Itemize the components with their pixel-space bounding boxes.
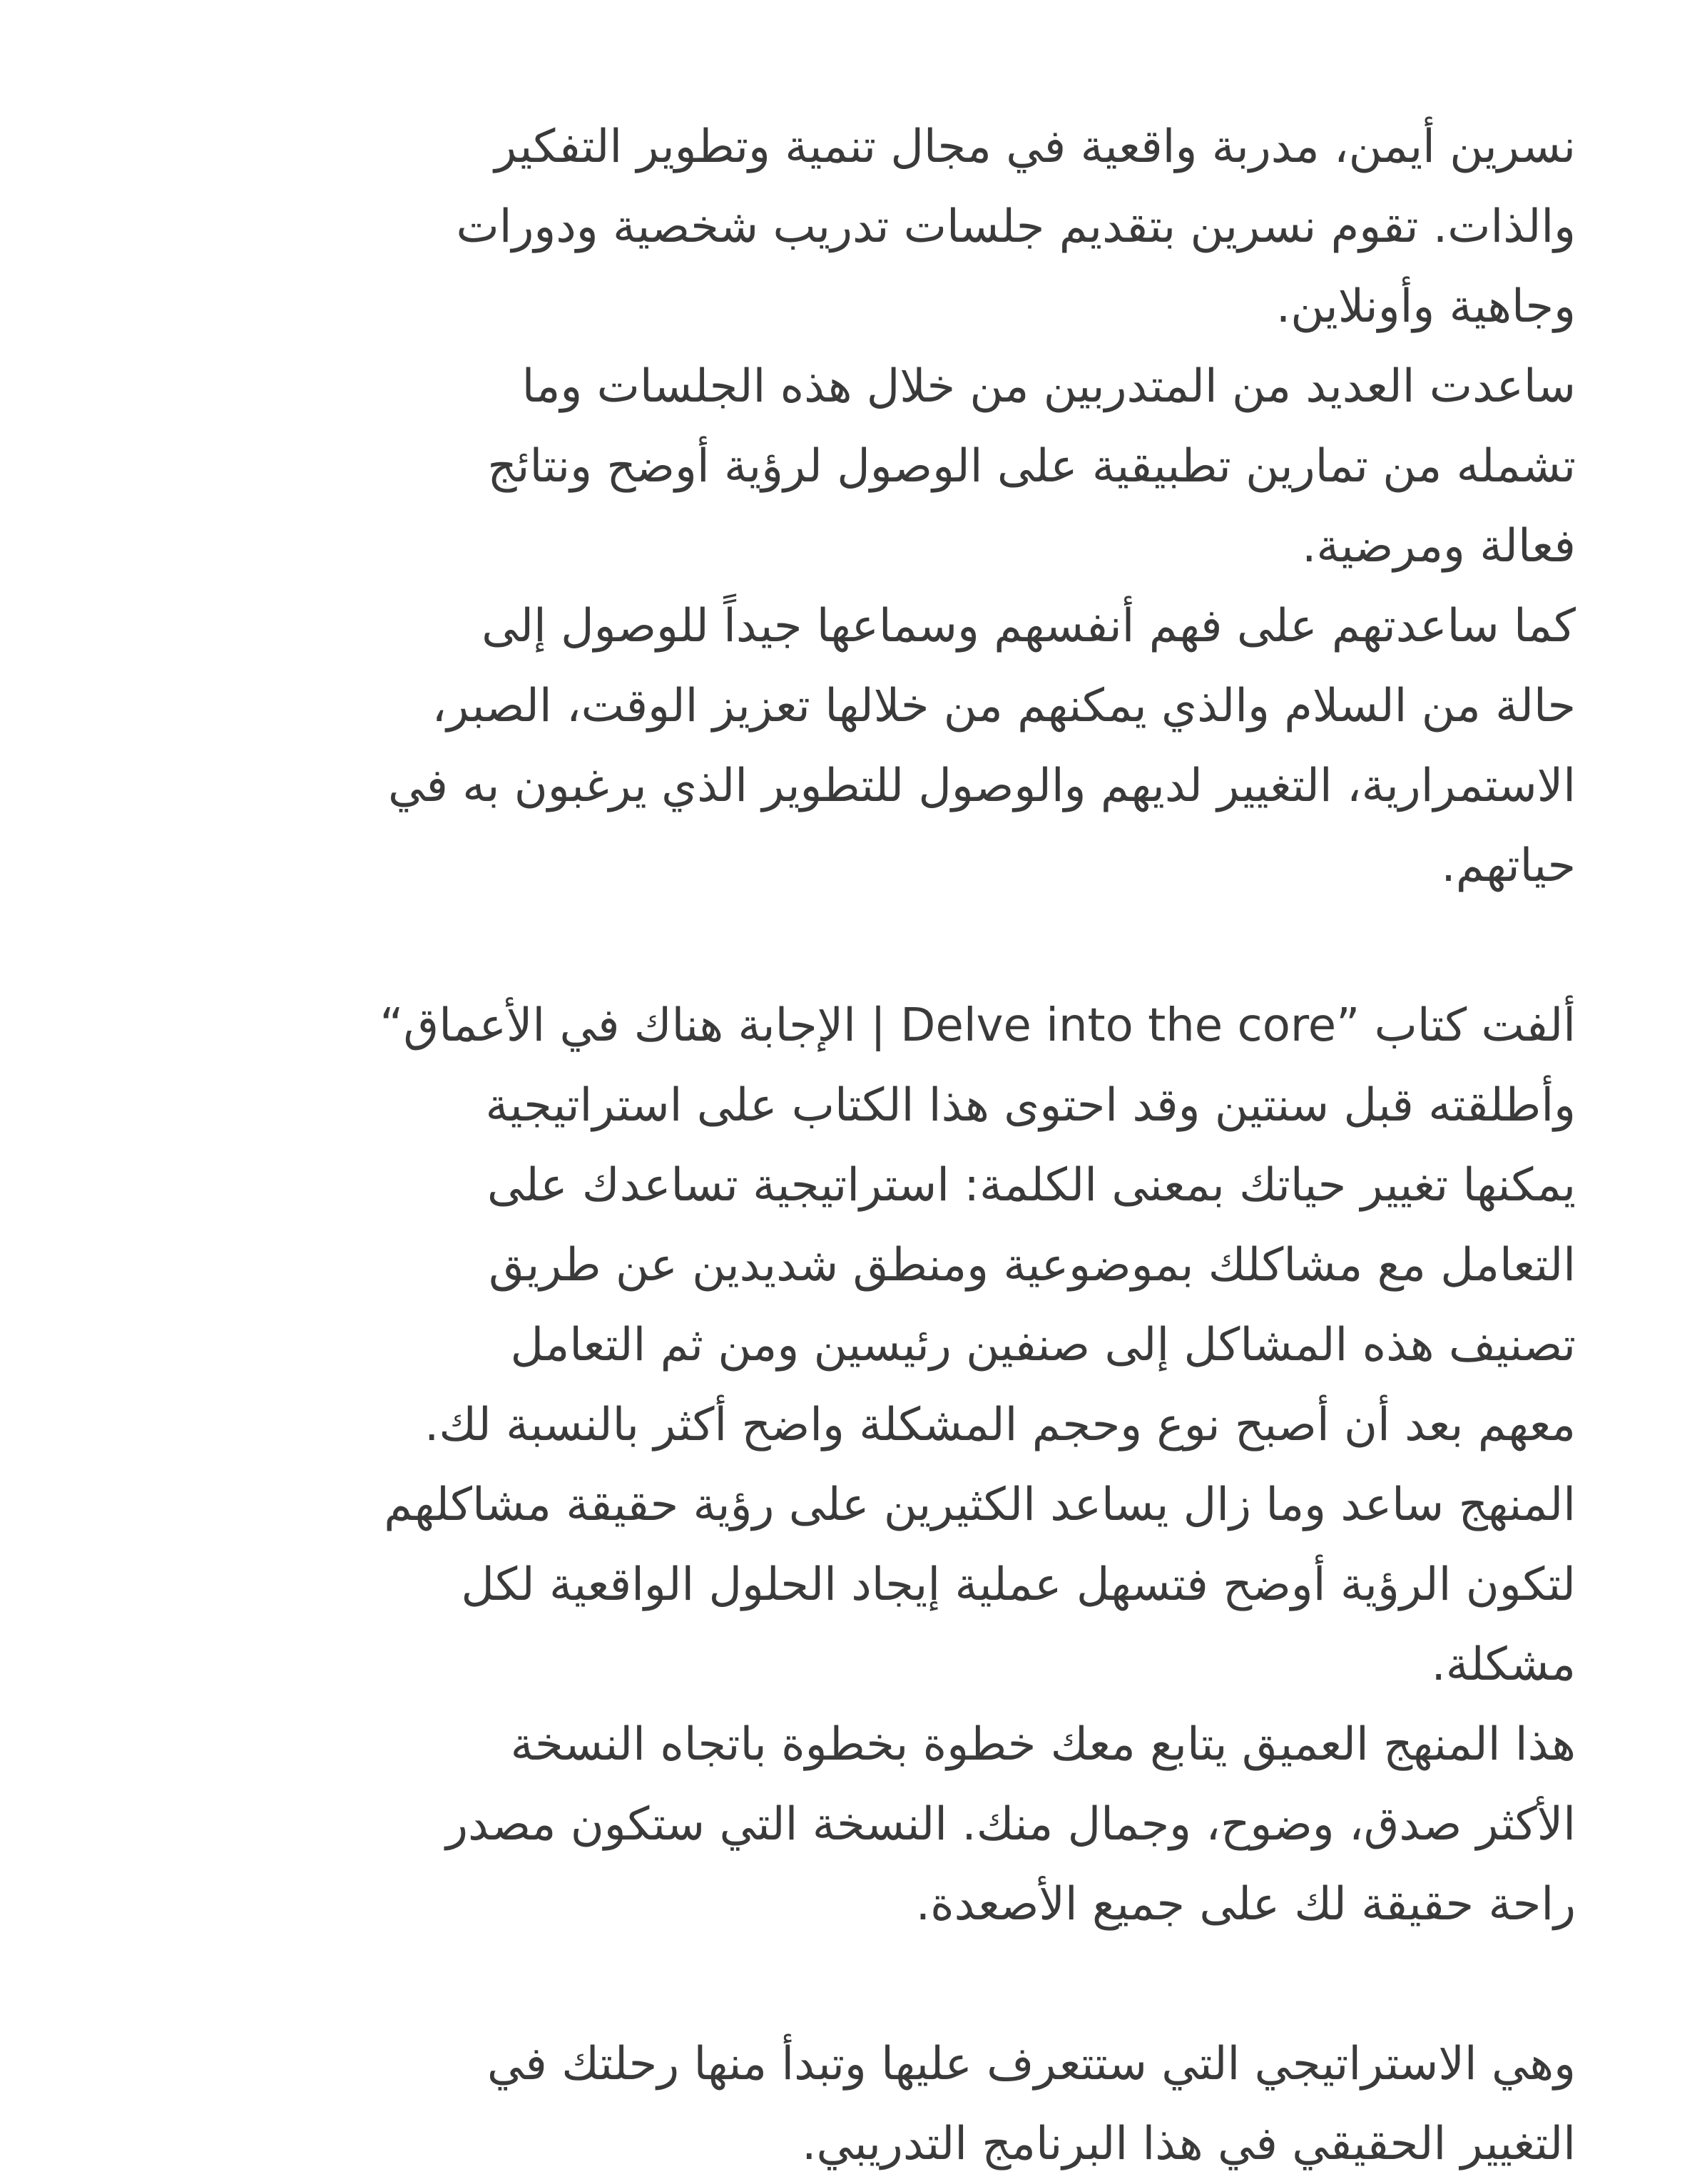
text-line: التغيير الحقيقي في هذا البرنامج التدريبي. <box>802 2118 1576 2170</box>
text-line: فعالة ومرضية. <box>1302 520 1576 573</box>
text-line: راحة حقيقة لك على جميع الأصعدة. <box>915 1878 1576 1931</box>
text-line: تشمله من تمارين تطبيقية على الوصول لرؤية أوضح ونتائج <box>487 440 1576 493</box>
text-line: والذات. تقوم نسرين بتقديم جلسات تدريب شخصية ودورات <box>456 200 1576 253</box>
text-line: الاستمرارية، التغيير لديهم والوصول للتطوير الذي يرغبون به في <box>388 760 1576 812</box>
text-line: ألفت كتاب ”Delve into the core | الإجابة هناك في الأعماق“ <box>379 999 1576 1052</box>
text-line: حالة من السلام والذي يمكنهم من خلالها تعزيز الوقت، الصبر، <box>432 680 1576 733</box>
text-line: مشكلة. <box>1431 1638 1576 1691</box>
text-line: وأطلقته قبل سنتين وقد احتوى هذا الكتاب على استراتيجية <box>485 1079 1576 1132</box>
text-line: وهي الاستراتيجي التي ستتعرف عليها وتبدأ منها رحلتك في <box>486 2038 1576 2091</box>
text-line: التعامل مع مشاكلك بموضوعية ومنطق شديدين عن طريق <box>489 1239 1576 1292</box>
text-line: المنهج ساعد وما زال يساعد الكثيرين على رؤية حقيقة مشاكلهم <box>384 1479 1576 1531</box>
paragraph-book <box>121 986 1576 1465</box>
paragraph-helped <box>121 347 1576 586</box>
paragraph-closing <box>121 2024 1576 2184</box>
text-line: تصنيف هذه المشاكل إلى صنفين رئيسين ومن ثم التعامل <box>510 1319 1576 1372</box>
text-line: لتكون الرؤية أوضح فتسهل عملية إيجاد الحلول الواقعية لكل <box>461 1558 1576 1611</box>
text-line: معهم بعد أن أصبح نوع وحجم المشكلة واضح أكثر بالنسبة لك. <box>424 1399 1576 1451</box>
text-line: هذا المنهج العميق يتابع معك خطوة بخطوة باتجاه النسخة <box>510 1718 1576 1771</box>
text-line: ساعدت العديد من المتدربين من خلال هذه الجلسات وما <box>521 360 1576 413</box>
paragraph-deep <box>121 1705 1576 1944</box>
text-line: كما ساعدتهم على فهم أنفسهم وسماعها جيداً للوصول إلى <box>481 600 1576 653</box>
text-line: حياتهم. <box>1441 840 1576 892</box>
paragraph-intro <box>121 107 1576 347</box>
text-line: الأكثر صدق، وضوح، وجمال منك. النسخة التي ستكون مصدر <box>446 1798 1576 1851</box>
paragraph-understanding <box>121 586 1576 906</box>
paragraph-spacer <box>121 906 1576 986</box>
text-line: يمكنها تغيير حياتك بمعنى الكلمة: استراتيجية تساعدك على <box>486 1159 1576 1212</box>
bio-text <box>121 107 1576 2184</box>
text-line: وجاهية وأونلاين. <box>1275 280 1576 333</box>
text-line: نسرين أيمن، مدربة واقعية في مجال تنمية وتطوير التفكير <box>494 121 1576 173</box>
paragraph-method <box>121 1465 1576 1705</box>
paragraph-spacer <box>121 1944 1576 2024</box>
